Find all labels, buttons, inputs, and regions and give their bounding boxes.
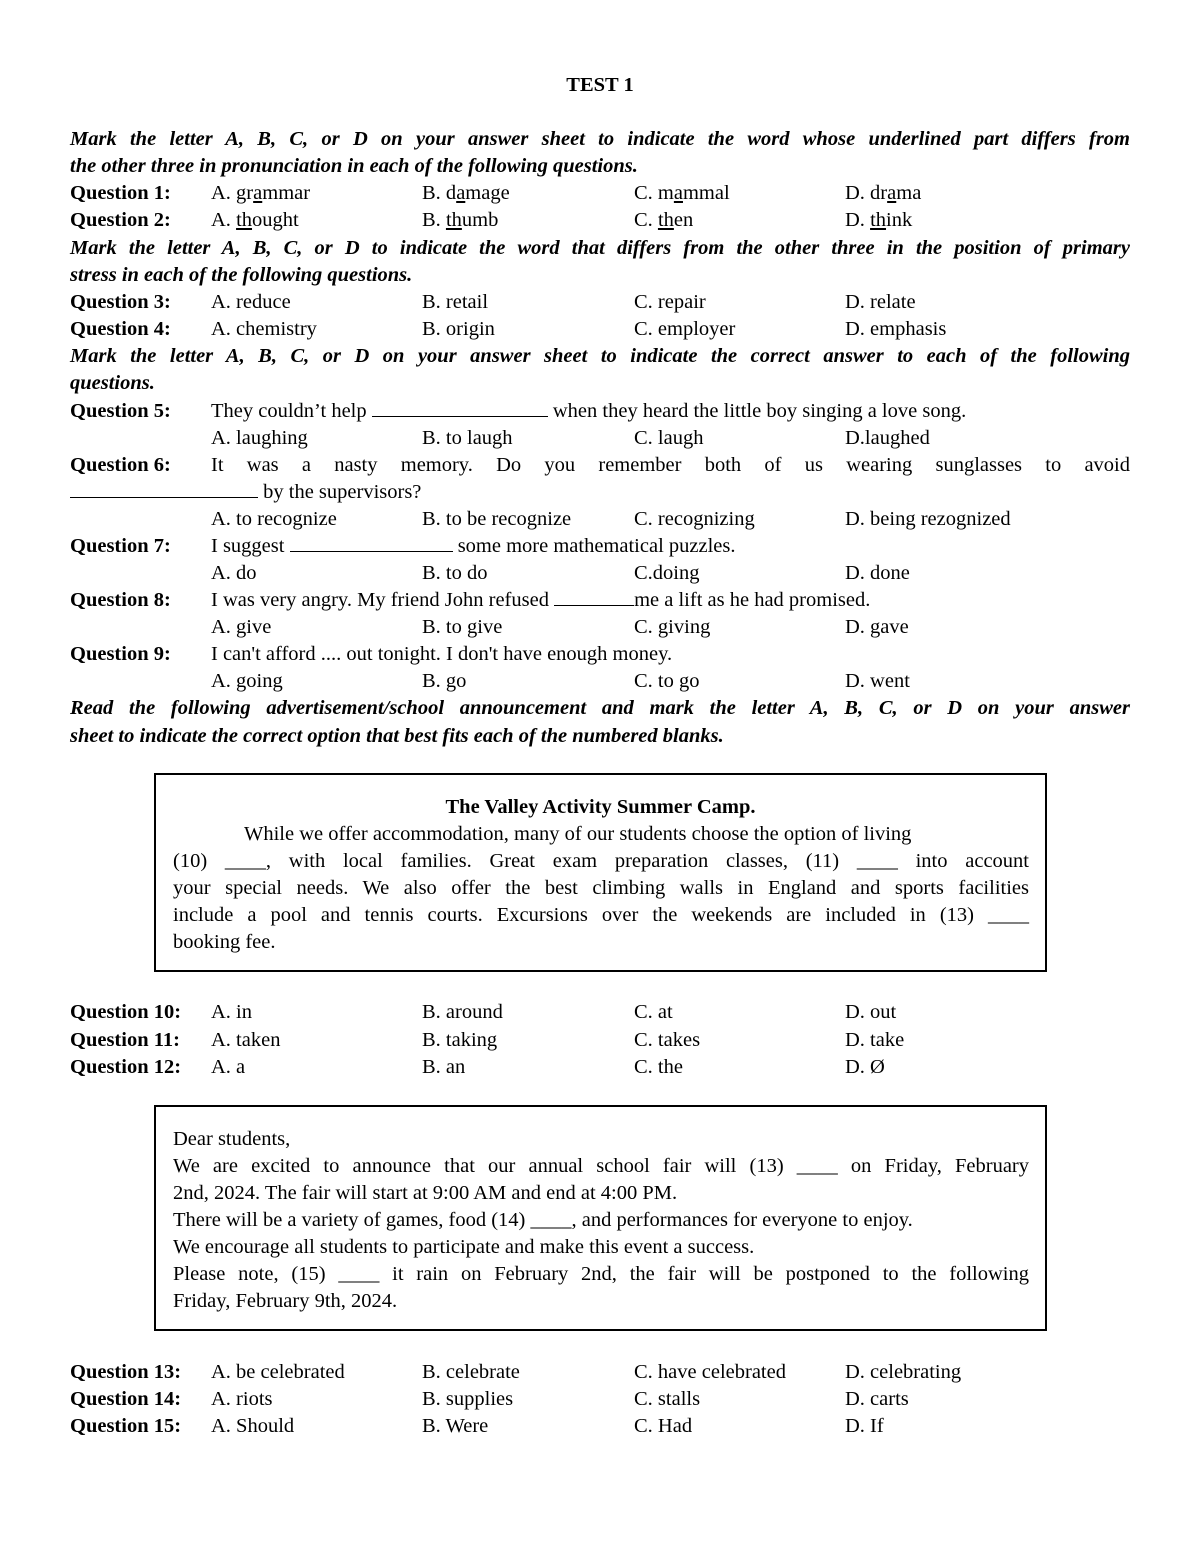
option-c[interactable]: C. have celebrated: [634, 1361, 786, 1383]
question-10: [70, 999, 1130, 1026]
option-b[interactable]: B. origin: [422, 318, 495, 340]
option-d[interactable]: D. If: [845, 1415, 884, 1437]
answer-blank[interactable]: [70, 479, 258, 498]
option-a[interactable]: A. taken: [211, 1029, 281, 1051]
advertisement-heading: The Valley Activity Summer Camp.: [445, 796, 756, 818]
option-b[interactable]: B. Were: [422, 1415, 489, 1437]
option-c[interactable]: C. the: [634, 1056, 683, 1078]
announcement-line: Please note, (15) ____ it rain on February 2nd, the fair will be postponed to the following: [173, 1263, 1029, 1285]
option-b[interactable]: B. an: [422, 1056, 466, 1078]
question-9-options: [70, 668, 1130, 695]
option-c[interactable]: C. repair: [634, 291, 706, 313]
question-label: Question 5:: [70, 400, 171, 422]
option-b[interactable]: B. damage: [422, 182, 510, 204]
option-a[interactable]: A. Should: [211, 1415, 295, 1437]
question-label: Question 12:: [70, 1056, 182, 1078]
advertisement-line: your special needs. We also offer the best climbing walls in England and sports facilities: [173, 877, 1029, 899]
question-label: Question 2:: [70, 209, 171, 231]
option-b[interactable]: B. to give: [422, 616, 503, 638]
question-label: Question 6:: [70, 454, 171, 476]
question-5-options: [70, 425, 1130, 452]
answer-blank[interactable]: [290, 533, 453, 552]
option-d[interactable]: D. think: [845, 209, 913, 231]
option-b[interactable]: B. taking: [422, 1029, 498, 1051]
option-a[interactable]: A. reduce: [211, 291, 291, 313]
option-d[interactable]: D. emphasis: [845, 318, 947, 340]
question-12: [70, 1054, 1130, 1081]
instruction-reading-line-1: Read the following advertisement/school announcement and mark the letter A, B, C, or D on your answer: [70, 697, 1130, 719]
option-d[interactable]: D. out: [845, 1001, 897, 1023]
instruction-pronunciation-line-1: Mark the letter A, B, C, or D on your answer sheet to indicate the word whose underlined part differs from: [70, 128, 1130, 150]
question-label: Question 9:: [70, 643, 171, 665]
question-label: Question 4:: [70, 318, 171, 340]
option-d[interactable]: D. gave: [845, 616, 909, 638]
question-label: Question 1:: [70, 182, 171, 204]
option-c[interactable]: C. giving: [634, 616, 711, 638]
question-14: [70, 1386, 1130, 1413]
option-d[interactable]: D. Ø: [845, 1056, 885, 1078]
question-label: Question 10:: [70, 1001, 182, 1023]
option-c[interactable]: C.doing: [634, 562, 700, 584]
option-a[interactable]: A. thought: [211, 209, 299, 231]
question-stem: They couldn’t help when they heard the little boy singing a love song.: [211, 400, 967, 422]
announcement-line: Friday, February 9th, 2024.: [173, 1290, 398, 1312]
advertisement-line: include a pool and tennis courts. Excursions over the weekends are included in (13) ____: [173, 904, 1029, 926]
question-label: Question 13:: [70, 1361, 182, 1383]
answer-blank[interactable]: [554, 587, 634, 606]
instruction-stress-line-1: Mark the letter A, B, C, or D to indicate the word that differs from the other three in the position of primary: [70, 237, 1130, 259]
question-2: [70, 207, 1130, 234]
option-d[interactable]: D. being rezognized: [845, 508, 1011, 530]
question-9: [70, 641, 1130, 668]
option-c[interactable]: C. recognizing: [634, 508, 755, 530]
question-8-options: [70, 614, 1130, 641]
instruction-reading-line-2: sheet to indicate the correct option that best fits each of the numbered blanks.: [70, 725, 724, 747]
answer-blank[interactable]: [372, 398, 548, 417]
option-d[interactable]: D. went: [845, 670, 910, 692]
option-c[interactable]: C. employer: [634, 318, 736, 340]
instruction-stress-line-2: stress in each of the following questions.: [70, 264, 413, 286]
option-d[interactable]: D. relate: [845, 291, 916, 313]
option-b[interactable]: B. to laugh: [422, 427, 513, 449]
instruction-pronunciation-line-2: the other three in pronunciation in each of the following questions.: [70, 155, 638, 177]
instruction-grammar-line-2: questions.: [70, 372, 155, 394]
option-c[interactable]: C. to go: [634, 670, 700, 692]
question-8: [70, 587, 1130, 614]
option-d[interactable]: D.laughed: [845, 427, 930, 449]
option-a[interactable]: A. give: [211, 616, 272, 638]
option-b[interactable]: B. celebrate: [422, 1361, 520, 1383]
question-3: [70, 289, 1130, 316]
page-title: TEST 1: [566, 74, 634, 96]
option-c[interactable]: C. mammal: [634, 182, 730, 204]
question-stem: I suggest some more mathematical puzzles.: [211, 535, 736, 557]
option-a[interactable]: A. do: [211, 562, 257, 584]
question-6-options: [70, 506, 1130, 533]
option-b[interactable]: B. supplies: [422, 1388, 514, 1410]
option-b[interactable]: B. around: [422, 1001, 503, 1023]
announcement-line: We are excited to announce that our annual school fair will (13) ____ on Friday, February: [173, 1155, 1029, 1177]
instruction-grammar-line-1: Mark the letter A, B, C, or D on your answer sheet to indicate the correct answer to each of the following: [70, 345, 1130, 367]
option-a[interactable]: A. grammar: [211, 182, 311, 204]
question-label: Question 11:: [70, 1029, 180, 1051]
option-a[interactable]: A. riots: [211, 1388, 273, 1410]
announcement-line: 2nd, 2024. The fair will start at 9:00 AM and end at 4:00 PM.: [173, 1182, 678, 1204]
option-a[interactable]: A. chemistry: [211, 318, 317, 340]
question-7: [70, 533, 1130, 560]
option-c[interactable]: C. stalls: [634, 1388, 701, 1410]
question-label: Question 8:: [70, 589, 171, 611]
option-b[interactable]: B. go: [422, 670, 467, 692]
question-label: Question 3:: [70, 291, 171, 313]
question-5: [70, 398, 1130, 425]
question-stem: I was very angry. My friend John refused me a lift as he had promised.: [211, 589, 871, 611]
option-a[interactable]: A. a: [211, 1056, 246, 1078]
option-b[interactable]: B. retail: [422, 291, 489, 313]
question-1: [70, 180, 1130, 207]
announcement-line: There will be a variety of games, food (14) ____, and performances for everyone to enjoy.: [173, 1209, 913, 1231]
question-4: [70, 316, 1130, 343]
option-c[interactable]: C. takes: [634, 1029, 701, 1051]
option-a[interactable]: A. laughing: [211, 427, 308, 449]
option-c[interactable]: C. at: [634, 1001, 673, 1023]
option-a[interactable]: A. to recognize: [211, 508, 337, 530]
question-6-stem-continued: by the supervisors?: [70, 479, 1130, 506]
option-c[interactable]: C. laugh: [634, 427, 704, 449]
option-a[interactable]: A. be celebrated: [211, 1361, 345, 1383]
option-b[interactable]: B. to do: [422, 562, 488, 584]
announcement-line: Dear students,: [173, 1128, 291, 1150]
option-a[interactable]: A. going: [211, 670, 283, 692]
question-label: Question 7:: [70, 535, 171, 557]
question-11: [70, 1027, 1130, 1054]
advertisement-line: booking fee.: [173, 931, 276, 953]
question-7-options: [70, 560, 1130, 587]
question-6: [70, 452, 1130, 479]
advertisement-box: [154, 773, 1047, 972]
advertisement-line: While we offer accommodation, many of our students choose the option of living: [244, 823, 912, 845]
option-d[interactable]: D. drama: [845, 182, 922, 204]
option-c[interactable]: C. then: [634, 209, 694, 231]
option-c[interactable]: C. Had: [634, 1415, 693, 1437]
option-d[interactable]: D. celebrating: [845, 1361, 962, 1383]
question-stem: I can't afford .... out tonight. I don't have enough money.: [211, 643, 673, 665]
announcement-box: [154, 1105, 1047, 1331]
question-13: [70, 1359, 1130, 1386]
announcement-line: We encourage all students to participate and make this event a success.: [173, 1236, 755, 1258]
question-stem: It was a nasty memory. Do you remember both of us wearing sunglasses to avoid: [211, 454, 1130, 476]
option-d[interactable]: D. done: [845, 562, 910, 584]
advertisement-line: (10) ____, with local families. Great exam preparation classes, (11) ____ into account: [173, 850, 1029, 872]
option-a[interactable]: A. in: [211, 1001, 252, 1023]
question-label: Question 15:: [70, 1415, 182, 1437]
option-b[interactable]: B. thumb: [422, 209, 499, 231]
question-15: [70, 1413, 1130, 1440]
option-d[interactable]: D. take: [845, 1029, 905, 1051]
option-b[interactable]: B. to be recognize: [422, 508, 572, 530]
question-label: Question 14:: [70, 1388, 182, 1410]
option-d[interactable]: D. carts: [845, 1388, 909, 1410]
